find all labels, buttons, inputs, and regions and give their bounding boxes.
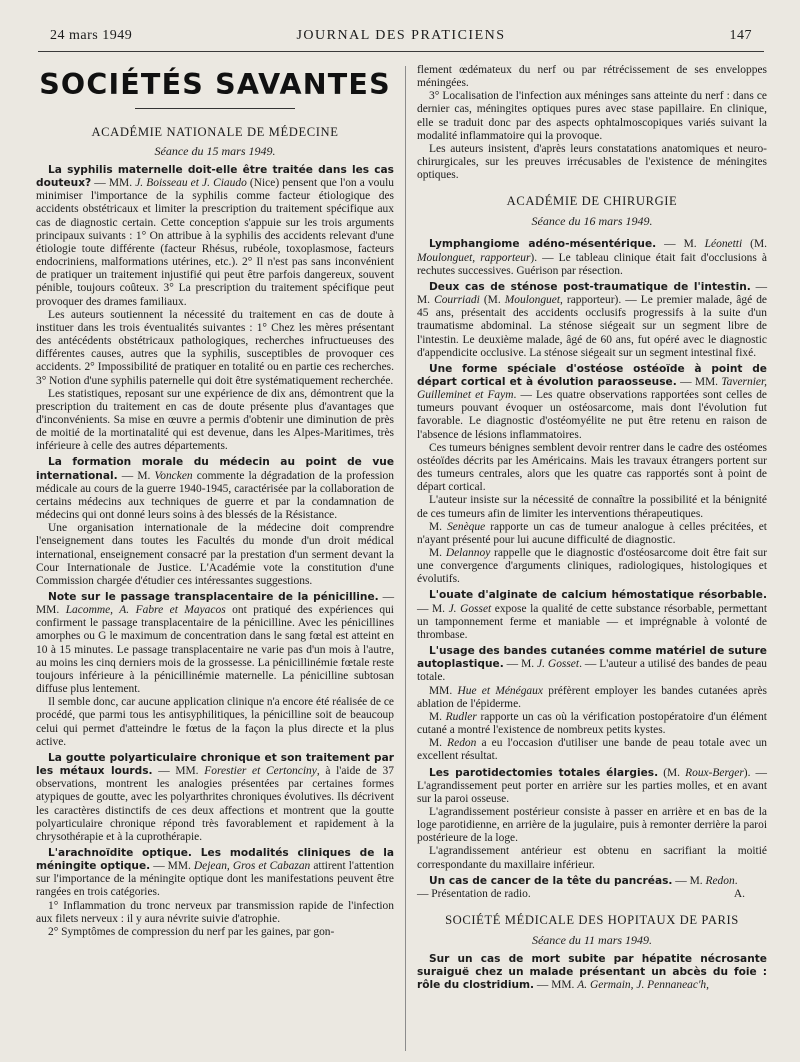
article-title: La formation morale du médecin au point de vue international. — [36, 456, 394, 482]
paragraph: L'auteur insiste sur la nécessité de connaître la possibilité et la bénignité de ces tumeurs afin de limiter les interventions thérapeutiques. — [417, 494, 767, 520]
paragraph: 3° Localisation de l'infection aux méninges sans atteinte du nerf : dans ce dernier cas, méningites optiques pures avec stase papillaire. En clinique, elle se traduit donc par des aspects ophtalmoscopiques variés suivant la modalité inflammatoire qui la provoque. — [417, 90, 767, 142]
article-dash: — M. — [117, 469, 155, 482]
paragraph-body: préfèrent employer les bandes cutanées après ablation de l'épiderme. — [417, 684, 767, 710]
article-dash: — MM. — [36, 591, 395, 617]
article-title: Une forme spéciale d'ostéose ostéoïde à point de départ cortical et à évolution paraosseuse. — [417, 362, 767, 388]
paragraph: Les statistiques, reposant sur une expérience de dix ans, démontrent que la prescription du traitement en cas de doute présente plus d'avantages que d'inconvénients. Sa mise en œuvre a permis d'obtenir une diminution de près de moitié de la mortinatalité qui est devenue, dans les Alpes-Maritimes, très inférieure à celle des autres départements. — [36, 387, 394, 453]
paragraph: L'agrandissement postérieur consiste à passer en arrière et en bas de la loge parotidienne, en arrière de la jugulaire, puis à remonter derrière la paroi postérieure de la loge. — [417, 805, 767, 845]
article-authors: Roux-Berger — [685, 766, 744, 779]
article-authors: Forestier et Certonciny — [204, 765, 317, 778]
article-dash: — M. — [656, 238, 705, 251]
paragraph: 1° Inflammation du tronc nerveux par transmission rapide de l'infection aux filets nerveux : il y aura névrite suivie d'atrophie. — [36, 899, 394, 925]
article-dash: — MM. — [91, 177, 136, 190]
prefix: MM. — [429, 684, 458, 697]
article-osteose — [417, 363, 767, 442]
paragraph: Ces tumeurs bénignes semblent devoir rentrer dans le cadre des ostéomes ostéoïdes décrits par les Américains. Mais les travaux étrangers portent sur des tumeurs centrales, alors que les quatre cas rapportés sont à point de départ cortical. — [417, 441, 767, 494]
article-goutte — [36, 752, 394, 844]
article-cancer-pancreas — [417, 875, 767, 888]
article-reporter: Moulonguet — [504, 294, 561, 307]
paragraph: Les auteurs insistent, d'après leurs constatations anatomiques et neuro-chirurgicales, sur les preuves irrécusables de l'existence de méningites optiques. — [417, 142, 767, 182]
article-parotidectomies — [417, 767, 767, 806]
article-title: Un cas de cancer de la tête du pancréas. — [429, 874, 673, 887]
article-stenose — [417, 281, 767, 360]
article-body: expose la qualité de cette substance résorbable, permettant un tamponnement ferme et maniable — et imprégnable à volonté de thrombase. — [417, 602, 767, 641]
paragraph — [417, 711, 767, 737]
seance-date-chirurgie: Séance du 16 mars 1949. — [531, 214, 653, 229]
article-dash: — MM. — [152, 765, 205, 778]
article-authors: Hue et Ménégaux — [457, 684, 543, 697]
article-authors: Delannoy — [445, 547, 491, 559]
section-masthead: SOCIÉTÉS SAVANTES — [39, 68, 391, 101]
article-authors: Dejean, Gros et Cabazan — [193, 860, 311, 873]
article-body: , à l'aide de 37 observations, montrent les analogies présentées par certaines formes atypiques de goutte, avec les polyarthrites chroniques évolutives. Ils décrivent les caractères distinctifs de ces deux affections et montrent que la goutte polyarticulaire chronique répond très favorablement et rapidement à la chrysothérapie et à la cuprothérapie. — [36, 765, 394, 843]
paragraph-body: a eu l'occasion d'utiliser une bande de peau totale avec un excellent résultat. — [417, 737, 768, 763]
article-authors: Redon — [705, 874, 735, 887]
article-authors: J. Gosset — [537, 658, 580, 671]
article-paren: (M. — [658, 766, 686, 779]
article-body: . — [734, 874, 738, 887]
academie-medecine-heading: ACADÉMIE NATIONALE DE MÉDECINE — [91, 125, 339, 139]
prefix: M. — [429, 520, 448, 533]
paragraph-body: rapporte un cas de tumeur analogue à celles précitées, et n'ayant présenté pour lui aucune difficulté de diagnostic. — [417, 520, 767, 546]
article-authors: J. Boisseau et J. Ciaudo — [135, 177, 247, 190]
article-body: ). — Le tableau clinique était fait d'occlusions à rechutes successives. Guérison par résection. — [417, 251, 767, 277]
article-body: (Nice) pensent que l'on a voulu minimiser l'importance de la syphilis comme facteur étiologique des accidents obstétricaux et limiter la prescription du traitement spécifique aux cas de diagnostic certain. Cette conception s'appuie sur les trois arguments principaux suivants : 1° On attribue à la syphilis des accidents relevant d'une étiologie toute différente (facteur Rhésus, rubéole, toxoplasmose, facteurs endocriniens, malformations utérines, etc.). 2° Il n'est pas sans inconvénient de pratiquer un traitement injustifié qui peut être parfois dangereux, souvent pénible, toujours coûteux. 3° La prescription du traitement spécifique peut provoquer des drames familiaux. — [36, 177, 395, 308]
article-title: L'ouate d'alginate de calcium hémostatique résorbable. — [429, 589, 767, 602]
paragraph: Une organisation internationale de la médecine doit comprendre l'enseignement dans toutes les Facultés du monde d'un droit médical international, enseignement consacré par la prestation d'un serment devant la Cour Internationale de Justice. L'Académie vote la constitution d'une Commission chargée d'étudier ces intéressantes suggestions. — [36, 522, 394, 587]
article-penicilline — [36, 591, 394, 696]
article-lymphangiome — [417, 238, 767, 277]
prefix: M. — [429, 737, 448, 750]
header-date: 24 mars 1949 — [50, 28, 133, 43]
header-rule — [38, 51, 764, 52]
paragraph-body: rapporte un cas où la vérification postopératoire d'un élément cutané a montré l'existence de nombreux petits kystes. — [417, 710, 767, 737]
paragraph-body: — Présentation de radio. — [417, 887, 531, 900]
article-authors: Senèque — [447, 520, 486, 533]
article-arachnoidite — [36, 847, 394, 900]
paragraph: L'agrandissement antérieur est obtenu en sacrifiant la moitié correspondante du maxillaire inférieur. — [417, 845, 767, 871]
article-body: commente la dégradation de la profession médicale au cours de la guerre 1940-1945, caractérisée par la collaboration de certains médecins aux techniques de guerre et par la condamnation de médecins qui ont donné leurs soins à des blessés de la Résistance. — [36, 469, 394, 522]
article-dash: — MM. — [676, 375, 722, 388]
article-title: La goutte polyarticulaire chronique et son traitement par les métaux lourds. — [36, 751, 394, 778]
article-dash: — M. — [417, 602, 449, 615]
masthead-rule — [135, 108, 295, 109]
prefix: M. — [429, 710, 446, 723]
article-syphilis — [36, 164, 394, 309]
article-dash: — M. — [672, 874, 706, 887]
article-dash: — M. — [503, 658, 538, 671]
paragraph-continued: flement œdémateux du nerf ou par rétrécissement de ses enveloppes méningées. — [417, 64, 767, 90]
column-divider — [405, 66, 406, 1051]
header-page-number: 147 — [729, 28, 752, 43]
paragraph: 2° Symptômes de compression du nerf par les gaines, par gon- — [48, 925, 335, 938]
article-paren: (M. — [479, 294, 505, 307]
article-authors: Tavernier, Guilleminet et Faym — [417, 375, 767, 402]
article-reporter: Moulonguet, rapporteur — [417, 251, 531, 264]
article-body: . — Les quatre observations rapportées sont celles de tumeurs pouvant évoquer un ostéosarcome, mais dont l'évolution fut favorable. Le diagnostic d'ostéomyélite ne put être retenu en raison de l'absence de lésions inflammatoires. — [417, 389, 768, 441]
article-authors: Redon — [447, 737, 477, 750]
article-bandes-cutanees — [417, 645, 767, 684]
article-body: , rapporteur). — Le premier malade, âgé de 45 ans, présentait des accidents occlusifs progressifs à la suite d'un traumatisme abdominal. La sténose siégeait sur un segment libre de l'intestin. Le deuxième malade, âgé de 60 ans, fut opéré avec le diagnostic d'appendicite occlusive. La sténose siégeait sur un segment intestinal fixé. — [417, 294, 767, 359]
seance-date-medecine: Séance du 15 mars 1949. — [154, 144, 276, 158]
article-authors: Courriadi — [434, 294, 480, 307]
article-body: . — L'auteur a utilisé des bandes de peau totale. — [417, 658, 767, 684]
paragraph: Les auteurs soutiennent la nécessité du traitement en cas de doute à instituer dans les trois éventualités suivantes : 1° Chez les mères présentant des antécédents obstétricaux pathologiques, recherches infructueuses des différentes causes, autres que la syphilis, susceptibles de provoquer ces accidents. 2° Impossibilité de pratiquer en totalité ou en partie ces recherches. 3° Notion d'une syphilis paternelle qui doit être systématiquement recherchée. — [36, 308, 394, 387]
article-title: Sur un cas de mort subite par hépatite nécrosante suraiguë chez un malade présentant un abcès du foie : rôle du clostridium. — [417, 953, 767, 992]
paragraph — [417, 547, 767, 586]
article-authors: J. Gosset — [448, 602, 492, 615]
running-header — [50, 28, 752, 48]
article-dash: — M. — [417, 280, 768, 307]
societe-hopitaux-heading: SOCIÉTÉ MÉDICALE DES HOPITAUX DE PARIS — [445, 913, 739, 928]
article-title: Les parotidectomies totales élargies. — [429, 766, 659, 779]
right-column — [417, 64, 767, 993]
paragraph-signed — [417, 888, 767, 901]
prefix: M. — [429, 547, 446, 559]
article-body: ). — L'agrandissement peut porter en arrière sur les parties molles, et en avant sur la paroi osseuse. — [417, 766, 767, 805]
header-journal-title: JOURNAL DES PRATICIENS — [296, 28, 506, 43]
article-title: Deux cas de sténose post-traumatique de l'intestin. — [429, 280, 751, 293]
article-body: ont pratiqué des expériences qui confirment le passage transplacentaire de la pénicilline. Avec les pénicillines amorphes ou G le maximum de concentration dans le sang fœtal est atteint en 10 à 15 minutes. Le passage transplacentaire ne varie pas d'un mois à l'autre, au moins les cinq derniers mois de la grossesse. La pénicillinémie fœtale reste toujours inférieure à la pénicillinémie maternelle. La pénicilline subtosan diffuse plus lentement. — [36, 604, 394, 696]
article-title: La syphilis maternelle doit-elle être traitée dans les cas douteux? — [36, 164, 394, 190]
paragraph — [417, 685, 767, 711]
article-paren: (M. — [742, 238, 767, 251]
article-body: attirent l'attention sur l'importance de la méningite optique dont les manifestations peuvent être rangées en trois catégories. — [36, 860, 394, 899]
article-authors: Voncken — [154, 469, 193, 482]
article-authors: Lacomme, A. Fabre et Mayacos — [65, 604, 226, 617]
paragraph — [417, 737, 767, 763]
article-title: Lymphangiome adéno-mésentérique. — [429, 238, 657, 251]
author-signature: A. — [733, 887, 745, 900]
article-hepatite — [417, 953, 767, 992]
article-authors: A. Germain, J. Pennaneac'h, — [577, 979, 709, 992]
seance-date-hopitaux: Séance du 11 mars 1949. — [531, 933, 653, 948]
article-title: L'usage des bandes cutanées comme matériel de suture autoplastique. — [417, 645, 767, 671]
article-dash: — MM. — [150, 860, 194, 873]
paragraph: Il semble donc, car aucune application clinique n'a encore été réalisée de ce procédé, que parmi tous les antisyphilitiques, la pénicilline soit de beaucoup celui qui permet d'atteindre le fœtus de la façon la plus directe et la plus active. — [36, 696, 394, 748]
article-ouate-alginate — [417, 589, 767, 642]
paragraph-body: rappelle que le diagnostic d'ostéosarcome doit être fait sur une convergence d'arguments cliniques, radiologiques, histologiques et évolutifs. — [417, 547, 768, 586]
academie-chirurgie-heading: ACADÉMIE DE CHIRURGIE — [506, 194, 678, 209]
article-formation-morale — [36, 456, 394, 522]
article-title: L'arachnoïdite optique. Les modalités cliniques de la méningite optique. — [36, 846, 394, 873]
article-dash: — MM. — [534, 979, 578, 992]
left-column — [36, 64, 394, 939]
paragraph — [417, 521, 767, 547]
article-authors: Rudler — [445, 710, 477, 723]
article-title: Note sur le passage transplacentaire de la pénicilline. — [48, 591, 379, 603]
article-authors: Léonetti — [704, 238, 743, 251]
